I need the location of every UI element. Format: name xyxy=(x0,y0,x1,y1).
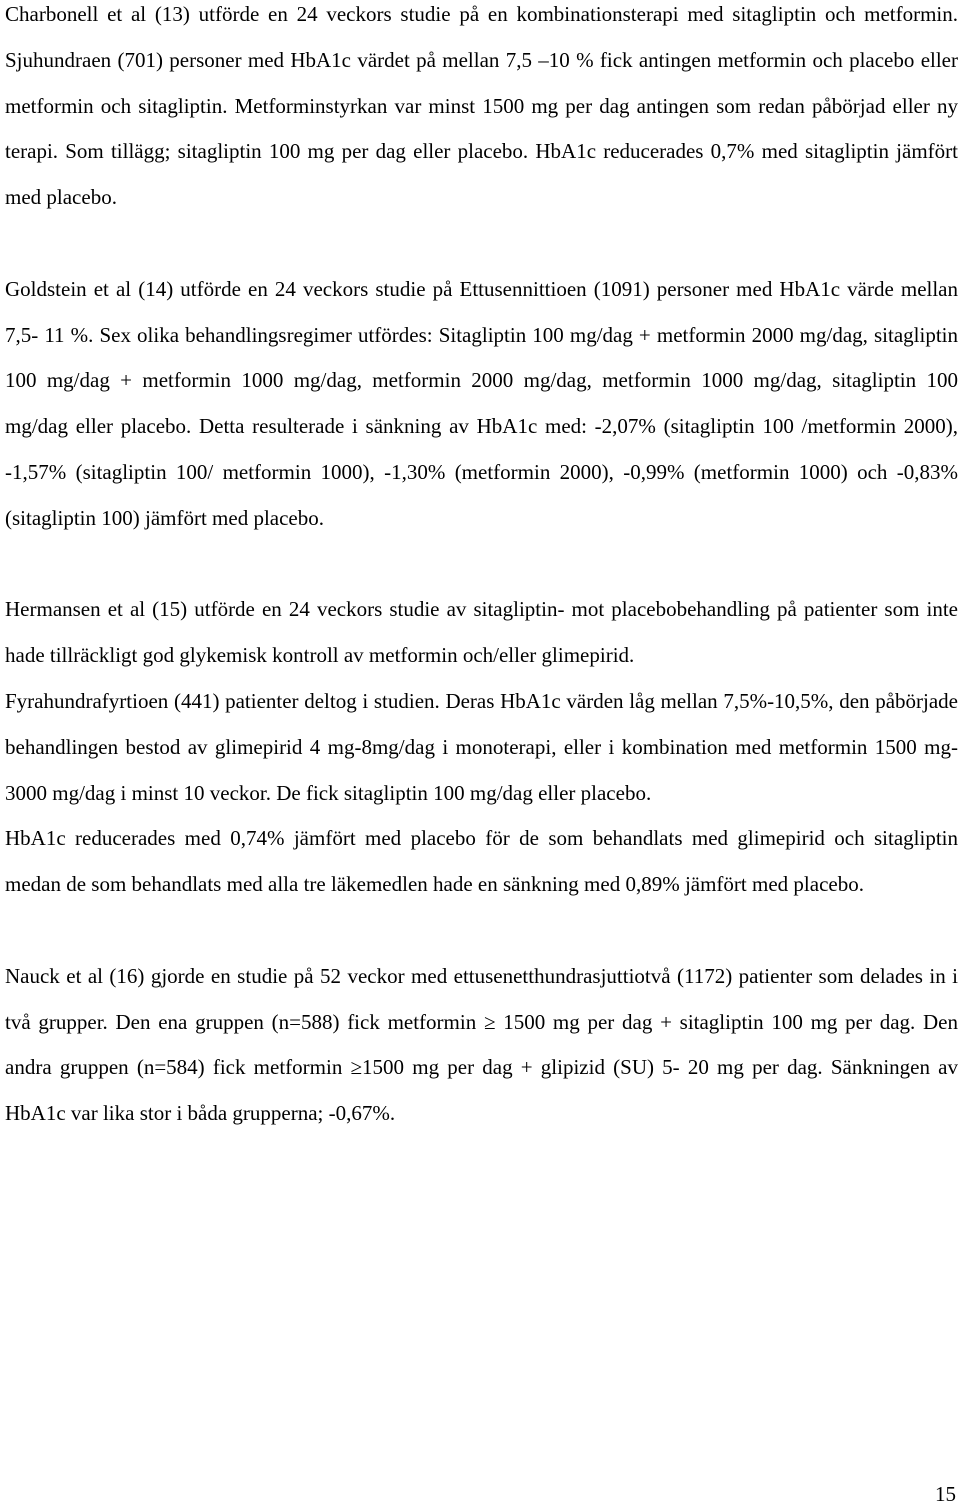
paragraph-hermansen-patients: Fyrahundrafyrtioen (441) patienter deltog i studien. Deras HbA1c värden låg mellan 7,5%-10,5%, den påbörjade behandlingen bestod av glimepirid 4 mg-8mg/dag i monoterapi, eller i kombination med metformin 1500 mg-3000 mg/dag i minst 10 veckor. De fick sitagliptin 100 mg/dag eller placebo. xyxy=(5,688,958,805)
paragraph-goldstein: Goldstein et al (14) utförde en 24 veckors studie på Ettusennittioen (1091) personer med HbA1c värde mellan 7,5- 11 %. Sex olika behandlingsregimer utfördes: Sitagliptin 100 mg/dag + metformin 2000 mg/dag, sitagliptin 100 mg/dag + metformin 1000 mg/dag, metformin 2000 mg/dag, metformin 1000 mg/dag, sitagliptin 100 mg/dag eller placebo. Detta resulterade i sänkning av HbA1c med: -2,07% (sitagliptin 100 /metformin 2000), -1,57% (sitagliptin 100/ metformin 1000), -1,30% (metformin 2000), -0,99% (metformin 1000) och -0,83% (sitagliptin 100) jämfört med placebo. xyxy=(5,276,958,530)
paragraph-hermansen: Hermansen et al (15) utförde en 24 veckors studie av sitagliptin- mot placebobehandling på patienter som inte hade tillräckligt god glykemisk kontroll av metformin och/eller glimepirid. xyxy=(5,597,958,668)
paragraph-hermansen-results: HbA1c reducerades med 0,74% jämfört med placebo för de som behandlats med glimepirid och sitagliptin medan de som behandlats med alla tre läkemedlen hade en sänkning med 0,89% jämfört med placebo. xyxy=(5,826,958,897)
paragraph-gap xyxy=(5,542,958,588)
paragraph-gap xyxy=(5,221,958,267)
paragraph-charbonell: Charbonell et al (13) utförde en 24 veckors studie på en kombinationsterapi med sitagliptin och metformin. Sjuhundraen (701) personer med HbA1c värdet på mellan 7,5 –10 % fick antingen metformin och placebo eller metformin och sitagliptin. Metforminstyrkan var minst 1500 mg per dag antingen som redan påbörjad eller ny terapi. Som tillägg; sitagliptin 100 mg per dag eller placebo. HbA1c reducerades 0,7% med sitagliptin jämfört med placebo. xyxy=(5,2,958,210)
page-number: 15 xyxy=(935,1482,956,1506)
paragraph-gap xyxy=(5,908,958,954)
paragraph-nauck: Nauck et al (16) gjorde en studie på 52 veckor med ettusenetthundrasjuttiotvå (1172) patienter som delades in i två grupper. Den ena gruppen (n=588) fick metformin ≥ 1500 mg per dag + sitagliptin 100 mg per dag. Den andra gruppen (n=584) fick metformin ≥1500 mg per dag + glipizid (SU) 5- 20 mg per dag. Sänkningen av HbA1c var lika stor i båda grupperna; -0,67%. xyxy=(5,963,958,1126)
document-page xyxy=(5,0,958,1137)
